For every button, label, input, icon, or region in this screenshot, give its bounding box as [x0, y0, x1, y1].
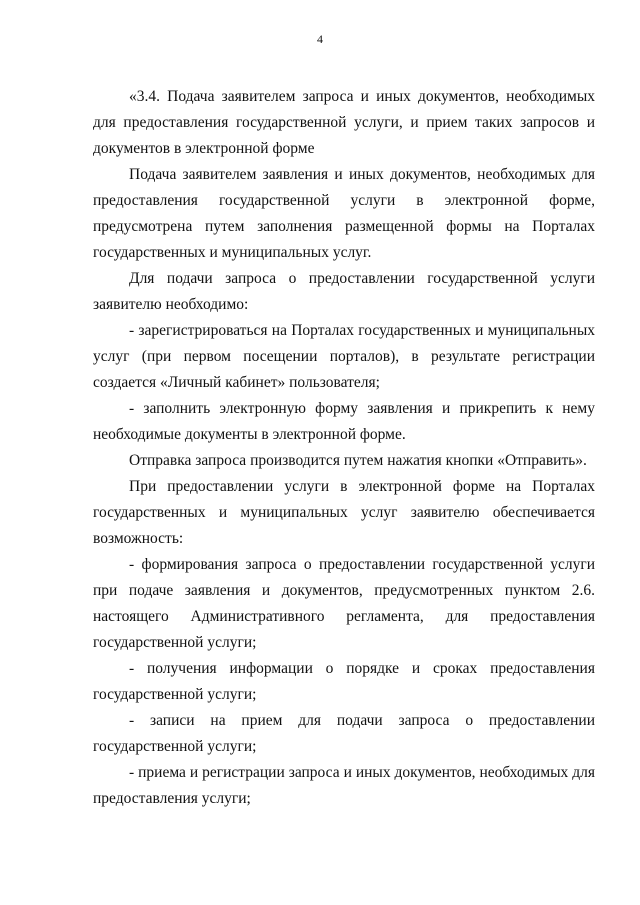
document-body: [93, 84, 595, 812]
list-item-paragraph: - заполнить электронную форму заявления и прикрепить к нему необходимые документы в электронной форме.: [93, 400, 595, 443]
list-item-paragraph: - формирования запроса о предоставлении государственной услуги при подаче заявления и документов, предусмотренных пунктом 2.6. настоящего Административного регламента, для предоставления государственной услуги;: [93, 556, 595, 651]
list-item-paragraph: - зарегистрироваться на Порталах государственных и муниципальных услуг (при первом посещении порталов), в результате регистрации создается «Личный кабинет» пользователя;: [93, 322, 595, 391]
body-paragraph: При предоставлении услуги в электронной форме на Порталах государственных и муниципальных услуг заявителю обеспечивается возможность:: [93, 478, 595, 547]
list-item-paragraph: - записи на прием для подачи запроса о предоставлении государственной услуги;: [93, 712, 595, 755]
body-paragraph: Отправка запроса производится путем нажатия кнопки «Отправить».: [129, 452, 587, 469]
body-paragraph: Подача заявителем заявления и иных документов, необходимых для предоставления государственной услуги в электронной форме, предусмотрена путем заполнения размещенной формы на Порталах государственных и муниципальных услуг.: [93, 166, 595, 261]
body-paragraph: Для подачи запроса о предоставлении государственной услуги заявителю необходимо:: [93, 270, 595, 313]
section-heading-paragraph: «3.4. Подача заявителем запроса и иных документов, необходимых для предоставления государственной услуги, и прием таких запросов и документов в электронной форме: [93, 88, 595, 157]
page-number: 4: [317, 32, 323, 46]
list-item-paragraph: - приема и регистрации запроса и иных документов, необходимых для предоставления услуги;: [93, 764, 595, 807]
list-item-paragraph: - получения информации о порядке и сроках предоставления государственной услуги;: [93, 660, 595, 703]
